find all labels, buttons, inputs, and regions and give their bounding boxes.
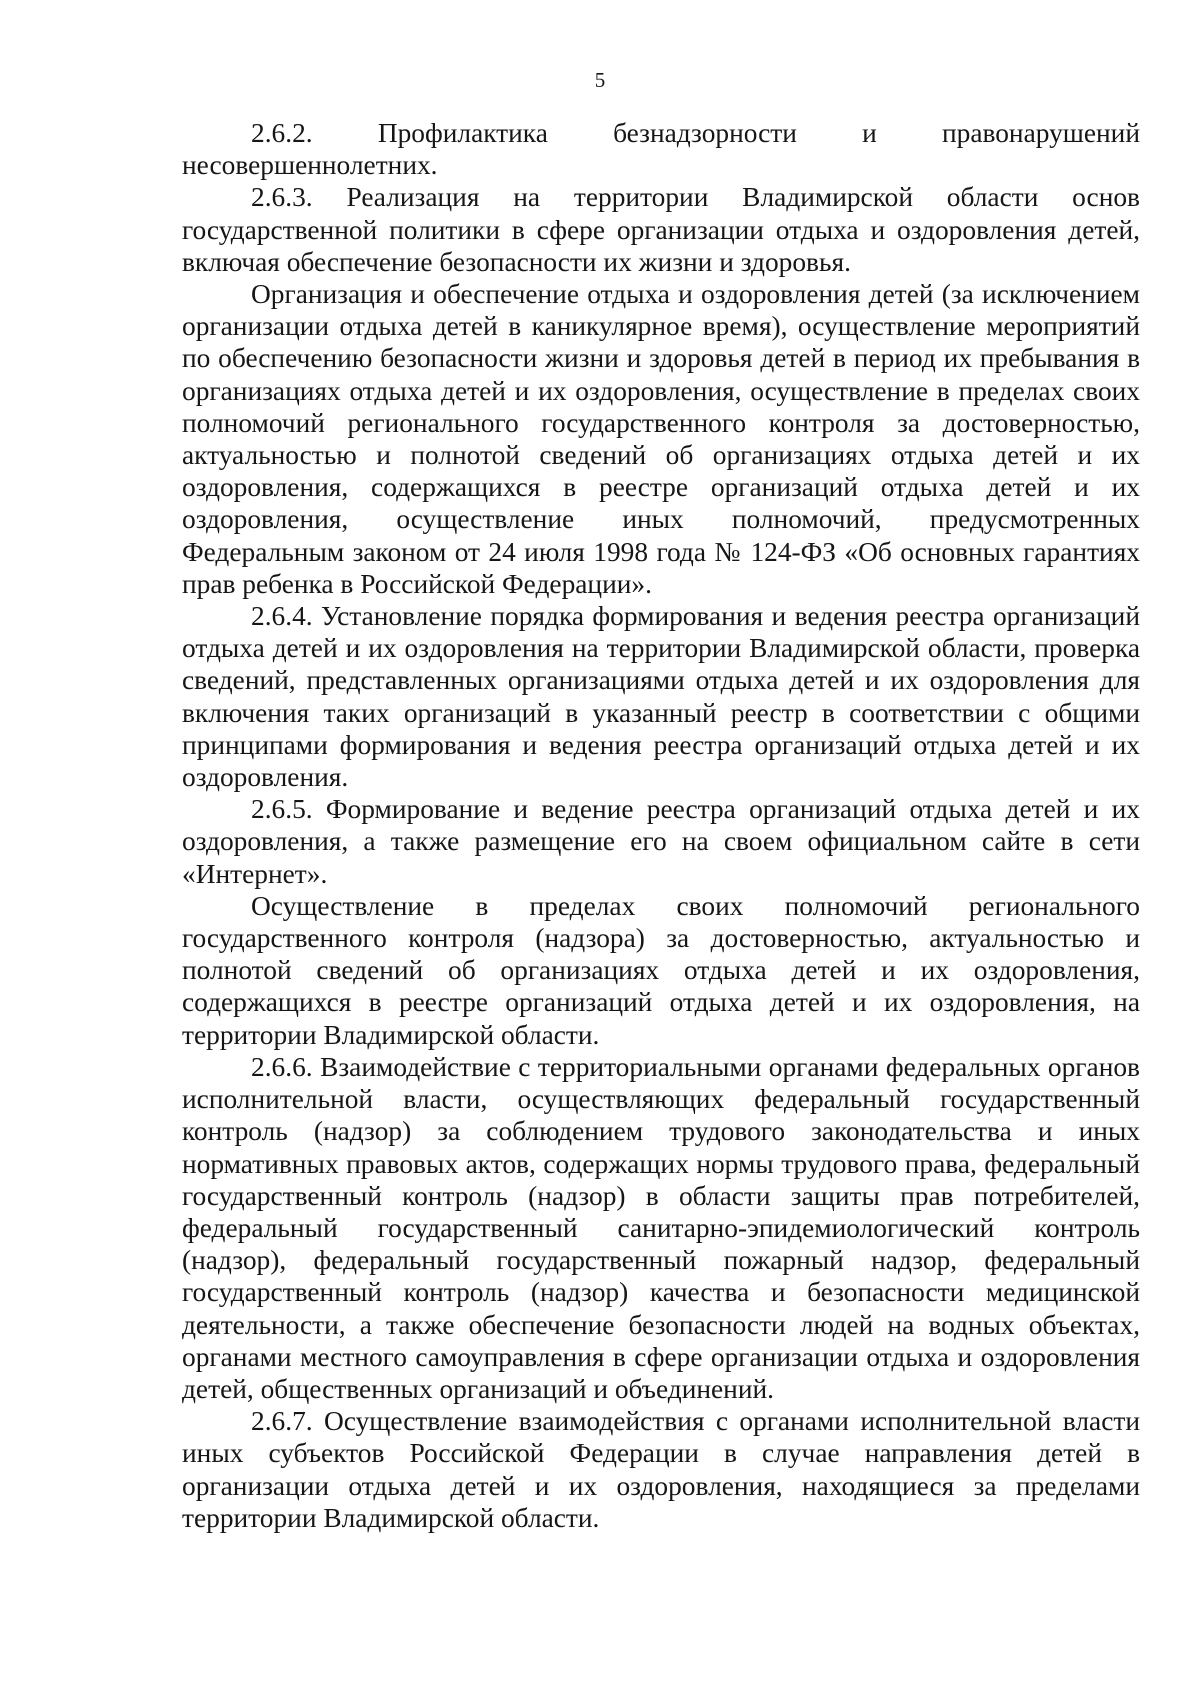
paragraph-2-6-3-continued: Организация и обеспечение отдыха и оздоровления детей (за исключением организации отдыха детей в каникулярное время), осуществление мероприятий по обеспечению безопасности жизни и здоровья детей в период их пребывания в организациях отдыха детей и их оздоровления, осуществление в пределах своих полномочий регионального государственного контроля за достоверностью, актуальностью и полнотой сведений об организациях отдыха детей и их оздоровления, содержащихся в реестре организаций отдыха детей и их оздоровления, осуществление иных полномочий, предусмотренных Федеральным законом от 24 июля 1998 года № 124-ФЗ «Об основных гарантиях прав ребенка в Российской Федерации».: [182, 279, 1140, 599]
paragraph-2-6-4: 2.6.4. Установление порядка формирования и ведения реестра организаций отдыха детей и их оздоровления на территории Владимирской области, проверка сведений, представленных организациями отдыха детей и их оздоровления для включения таких организаций в указанный реестр в соответствии с общими принципами формирования и ведения реестра организаций отдыха детей и их оздоровления.: [182, 601, 1140, 793]
paragraph-2-6-7: 2.6.7. Осуществление взаимодействия с органами исполнительной власти иных субъектов Российской Федерации в случае направления детей в организации отдыха детей и их оздоровления, находящиеся за пределами территории Владимирской области.: [182, 1406, 1140, 1533]
document-body: [182, 117, 1140, 1534]
paragraph-2-6-5-continued: Осуществление в пределах своих полномочий регионального государственного контроля (надзора) за достоверностью, актуальностью и полнотой сведений об организациях отдыха детей и их оздоровления, содержащихся в реестре организаций отдыха детей и их оздоровления, на территории Владимирской области.: [182, 890, 1140, 1050]
paragraph-2-6-5: 2.6.5. Формирование и ведение реестра организаций отдыха детей и их оздоровления, а также размещение его на своем официальном сайте в сети «Интернет».: [182, 794, 1140, 889]
page-number: 5: [594, 68, 606, 92]
paragraph-2-6-3: 2.6.3. Реализация на территории Владимирской области основ государственной политики в сфере организации отдыха и оздоровления детей, включая обеспечение безопасности их жизни и здоровья.: [182, 182, 1140, 277]
paragraph-2-6-2: 2.6.2. Профилактика безнадзорности и правонарушений несовершеннолетних.: [182, 118, 1140, 181]
paragraph-2-6-6: 2.6.6. Взаимодействие с территориальными органами федеральных органов исполнительной власти, осуществляющих федеральный государственный контроль (надзор) за соблюдением трудового законодательства и иных нормативных правовых актов, содержащих нормы трудового права, федеральный государственный контроль (надзор) в области защиты прав потребителей, федеральный государственный санитарно-эпидемиологический контроль (надзор), федеральный государственный пожарный надзор, федеральный государственный контроль (надзор) качества и безопасности медицинской деятельности, а также обеспечение безопасности людей на водных объектах, органами местного самоуправления в сфере организации отдыха и оздоровления детей, общественных организаций и объединений.: [182, 1051, 1140, 1404]
